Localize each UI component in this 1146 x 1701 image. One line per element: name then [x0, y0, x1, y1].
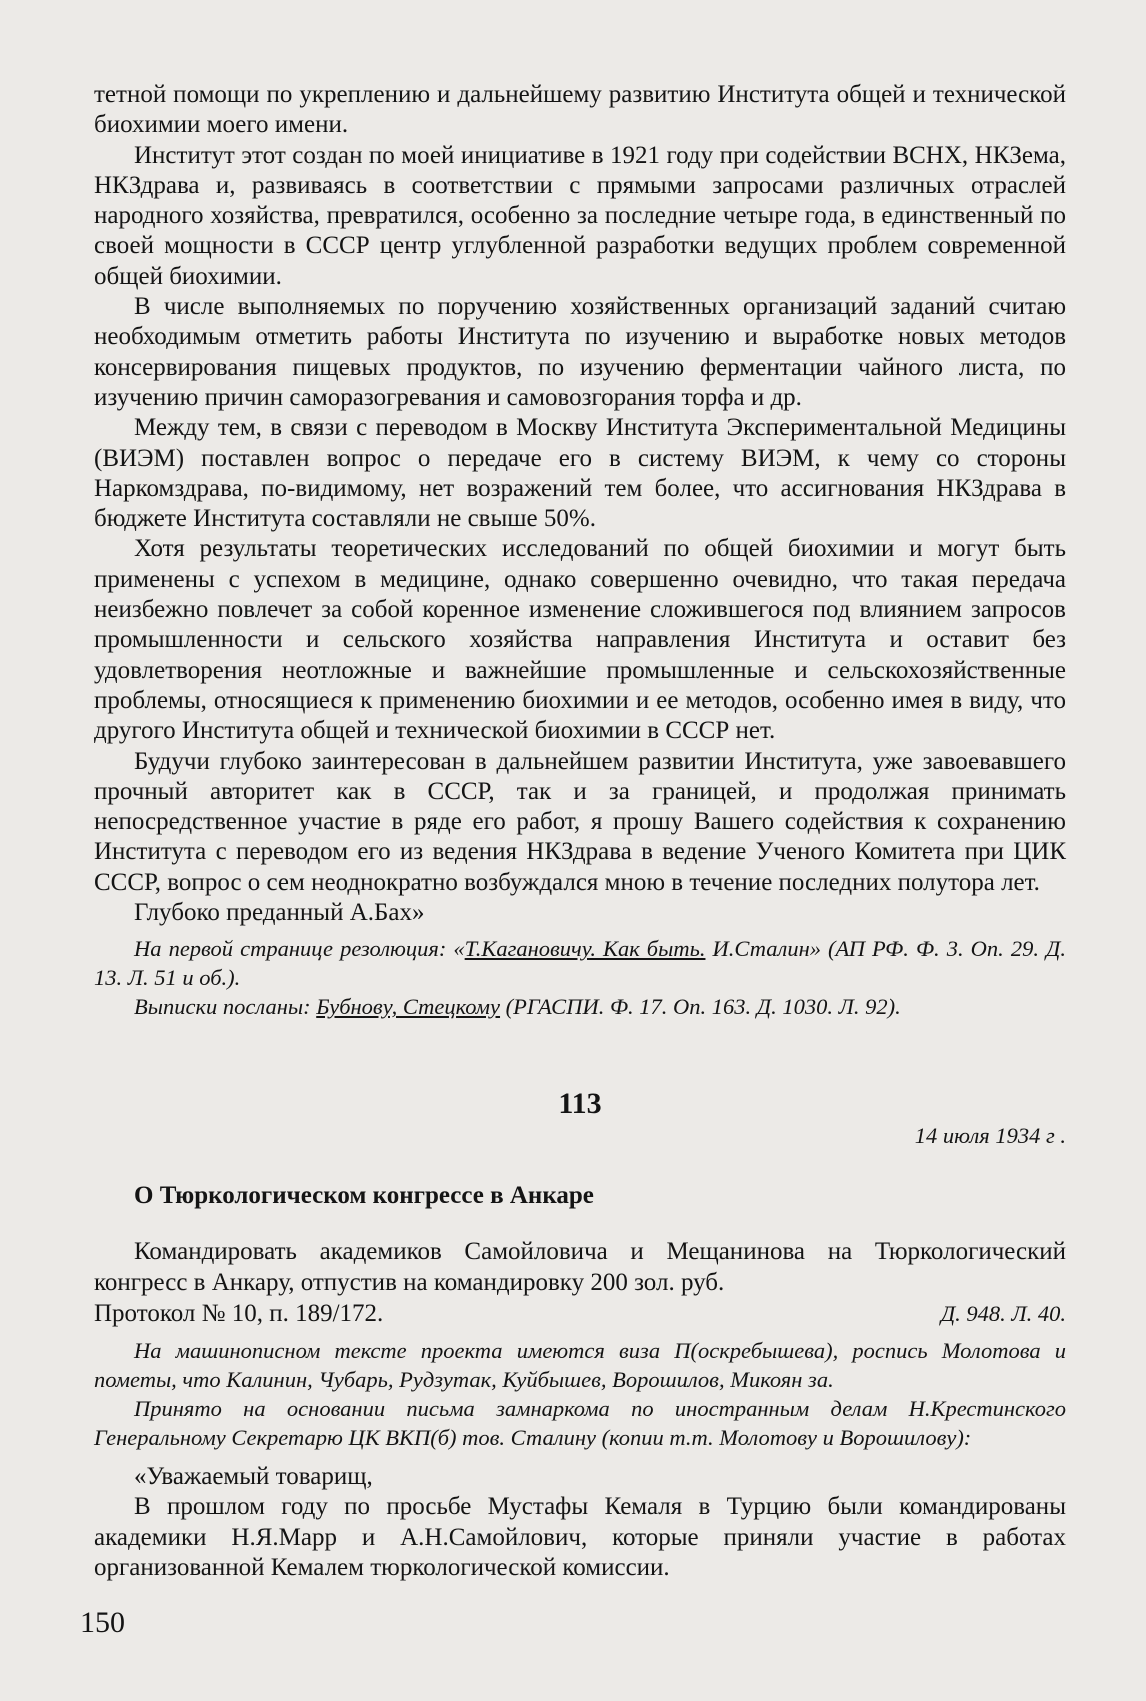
page-content: [94, 80, 1066, 1583]
paragraph-4: Между тем, в связи с переводом в Москву Института Экспериментальной Медицины (ВИЭМ) поставлен вопрос о передаче его в систему ВИЭМ, к чему со стороны Наркомздрава, по-видимому, нет возражений тем более, что ассигнования НКЗдрава в бюджете Института составляли не свыше 50%.: [94, 414, 1066, 533]
decision-text: Командировать академиков Самойловича и Мещанинова на Тюркологический конгресс в Анкару, отпустив на командировку 200 зол. руб.: [94, 1238, 1066, 1296]
resolution-note-underlined: Т.Кагановичу. Как быть.: [464, 936, 706, 962]
letter-greeting: «Уважаемый товарищ,: [134, 1462, 373, 1490]
resolution-note-rest: И.Сталин» (АП РФ. Ф. 3. Оп. 29. Д. 13. Л. 51 и об.).: [94, 936, 1067, 991]
document-date: 14 июля 1934 г .: [914, 1123, 1066, 1149]
protocol-reference: Д. 948. Л. 40.: [940, 1300, 1066, 1326]
excerpts-note: [94, 992, 1066, 1021]
letter-body: В прошлом году по просьбе Мустафы Кемаля в Турцию были командированы академики Н.Я.Марр и А.Н.Самойлович, которые приняли участие в работах организованной Кемалем тюркологической комиссии.: [94, 1493, 1066, 1581]
excerpts-note-underlined: Бубнову, Стецкому: [316, 994, 501, 1020]
excerpts-note-prefix: Выписки посланы:: [134, 994, 317, 1020]
paragraph-2: Институт этот создан по моей инициативе в 1921 году при содействии ВСНХ, НКЗема, НКЗдрава и, развиваясь в соответствии с прямыми запросами различных отраслей народного хозяйства, превратился, особенно за последние четыре года, в единственный по своей мощности в СССР центр углубленной разработки ведущих проблем современной общей биохимии.: [94, 141, 1066, 290]
paragraph-1: тетной помощи по укреплению и дальнейшему развитию Института общей и технической биохимии моего имени.: [94, 81, 1066, 139]
paragraph-5: Хотя результаты теоретических исследований по общей биохимии и могут быть применены с успехом в медицине, однако совершенно очевидно, что такая передача неизбежно повлечет за собой коренное изменение сложившегося под влиянием запросов промышленности и сельского хозяйства направления Института и оставит без удовлетворения неотложные и важнейшие промышленные и сельскохозяйственные проблемы, относящиеся к применению биохимии и ее методов, особенно имея в виду, что другого Института общей и технической биохимии в СССР нет.: [94, 535, 1066, 745]
section-title: О Тюркологическом конгрессе в Анкаре: [134, 1182, 594, 1210]
paragraph-3: В числе выполняемых по поручению хозяйственных организаций заданий считаю необходимым отметить работы Института по изучению и выработке новых методов консервирования пищевых продуктов, по изучению ферментации чайного листа, по изучению причин саморазогревания и самовозгорания торфа и др.: [94, 293, 1066, 411]
resolution-note: [94, 934, 1066, 992]
signature-line: Глубоко преданный А.Бах»: [134, 899, 425, 927]
adopted-note: Принято на основании письма замнаркома по иностранным делам Н.Крестинского Генеральному Секретарю ЦК ВКП(б) тов. Сталину (копии т.т. Молотову и Ворошилову):: [94, 1395, 1066, 1450]
resolution-note-prefix: На первой странице резолюция: «: [134, 936, 465, 962]
document-number: 113: [558, 1087, 602, 1121]
excerpts-note-suffix: (РГАСПИ. Ф. 17. Оп. 163. Д. 1030. Л. 92).: [500, 994, 901, 1020]
paragraph-6: Будучи глубоко заинтересован в дальнейшем развитии Института, уже завоевавшего прочный авторитет как в СССР, так и за границей, и продолжая принимать непосредственное участие в ряде его работ, я прошу Вашего содействия к сохранению Института с переводом его из ведения НКЗдрава в ведение Ученого Комитета при ЦИК СССР, вопрос о сем неоднократно возбуждался мною в течение последних полутора лет.: [94, 747, 1066, 896]
typescript-note: На машинописном тексте проекта имеются виза П(оскребышева), роспись Молотова и пометы, что Калинин, Чубарь, Рудзутак, Куйбышев, Ворошилов, Микоян за.: [94, 1337, 1066, 1392]
protocol-label: Протокол № 10, п. 189/172.: [94, 1299, 384, 1327]
protocol-row: [94, 1298, 1066, 1330]
page-number: 150: [80, 1606, 125, 1639]
